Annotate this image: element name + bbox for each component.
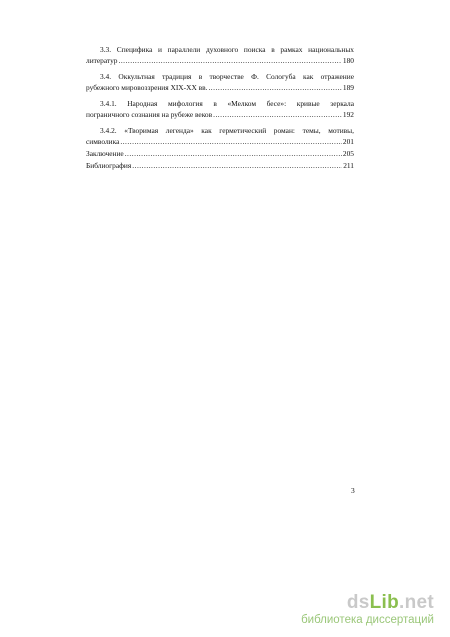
toc-page-number: 192 xyxy=(342,110,354,119)
toc-entry-title-line: 3.4.1. Народная мифология в «Мелком бесе»: кривые зеркала xyxy=(100,99,354,108)
toc-entry-3-4-2[interactable] xyxy=(86,125,354,147)
toc-entry-title-line: 3.4. Оккультная традиция в творчестве Ф. Сологуба как отражение xyxy=(100,72,354,81)
toc-entry-title-line: 3.3. Специфика и параллели духовного поиска в рамках национальных xyxy=(100,45,354,54)
toc-page-number: 211 xyxy=(343,161,354,170)
toc-entry-3-4[interactable] xyxy=(86,71,354,93)
toc-leader-dots xyxy=(125,148,342,159)
toc-entry-title: Библиография xyxy=(86,161,132,170)
watermark-logo: dsLib.net xyxy=(346,592,434,613)
toc-entry-3-4-1[interactable] xyxy=(86,98,354,120)
toc-page-number: 201 xyxy=(342,137,354,146)
toc-leader-dots xyxy=(120,136,342,147)
page-number: 3 xyxy=(351,486,355,495)
toc-page-number: 180 xyxy=(342,56,354,65)
toc-entry-conclusion[interactable] xyxy=(86,148,354,159)
toc-leader-dots xyxy=(118,55,341,66)
toc-entry-title-cont: рубежного мировоззрения XIX-XX вв. xyxy=(86,83,208,92)
toc-entry-3-3[interactable] xyxy=(86,44,354,66)
toc-page-number: 189 xyxy=(342,83,354,92)
toc-page-number: 205 xyxy=(342,149,354,158)
toc-entry-title-cont: символика xyxy=(86,137,120,146)
toc-entry-title-cont: литератур xyxy=(86,56,118,65)
toc-entry-title-cont: пограничного сознания на рубеже веков xyxy=(86,110,213,119)
toc-leader-dots xyxy=(208,82,341,93)
toc-leader-dots xyxy=(132,160,342,171)
toc-entry-bibliography[interactable] xyxy=(86,160,354,171)
toc-entry-title: Заключение xyxy=(86,149,124,158)
toc-leader-dots xyxy=(213,109,342,120)
watermark-subtitle: библиотека диссертаций xyxy=(301,614,434,626)
dslib-watermark xyxy=(301,593,434,627)
table-of-contents xyxy=(86,44,354,176)
toc-entry-title-line: 3.4.2. «Творимая легенда» как герметический роман: темы, мотивы, xyxy=(100,126,354,135)
